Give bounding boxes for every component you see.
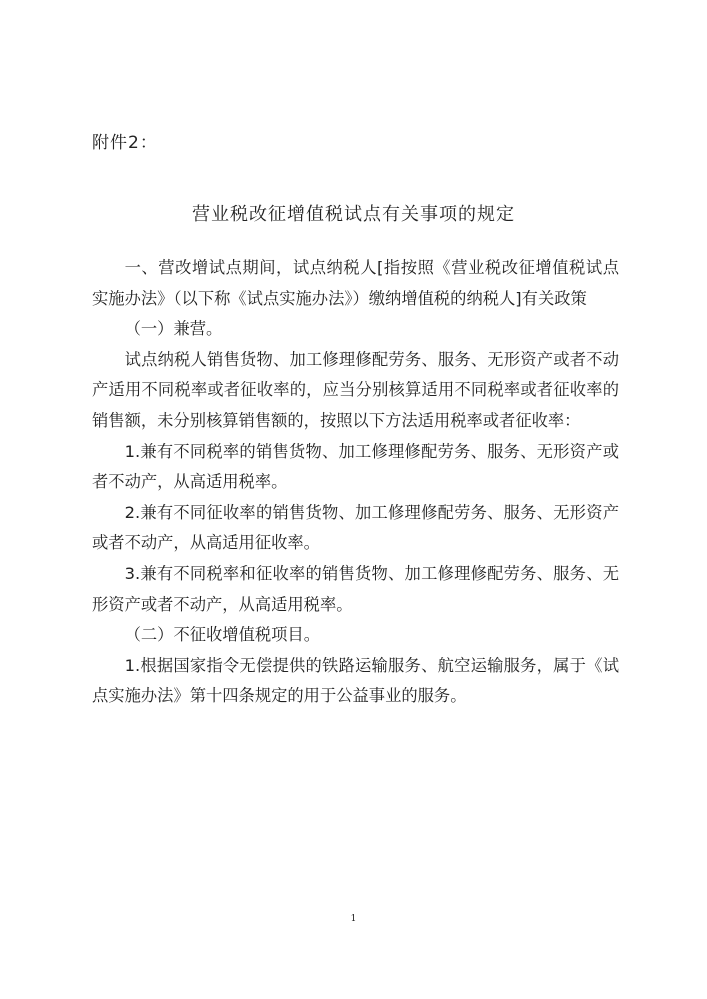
attachment-label: 附件2： [92, 133, 158, 153]
paragraph: （二）不征收增值税项目。 [124, 625, 320, 645]
paragraph: 1.兼有不同税率的销售货物、加工修理修配劳务、服务、无形资产或者不动产，从高适用税率。 [92, 441, 619, 492]
paragraph: （一）兼营。 [124, 319, 223, 339]
document-title: 营业税改征增值税试点有关事项的规定 [192, 204, 515, 225]
paragraph: 一、营改增试点期间，试点纳税人[指按照《营业税改征增值税试点实施办法》（以下称《试点实施办法》）缴纳增值税的纳税人]有关政策 [92, 258, 619, 308]
paragraph: 3.兼有不同税率和征收率的销售货物、加工修理修配劳务、服务、无形资产或者不动产，从高适用税率。 [92, 563, 619, 614]
paragraph: 1.根据国家指令无偿提供的铁路运输服务、航空运输服务，属于《试点实施办法》第十四条规定的用于公益事业的服务。 [92, 655, 619, 706]
page-number: 1 [350, 914, 357, 924]
paragraph: 试点纳税人销售货物、加工修理修配劳务、服务、无形资产或者不动产适用不同税率或者征收率的，应当分别核算适用不同税率或者征收率的销售额，未分别核算销售额的，按照以下方法适用税率或者征收率： [92, 349, 619, 430]
paragraph: 2.兼有不同征收率的销售货物、加工修理修配劳务、服务、无形资产或者不动产，从高适用征收率。 [92, 502, 619, 553]
document-body [92, 253, 619, 712]
